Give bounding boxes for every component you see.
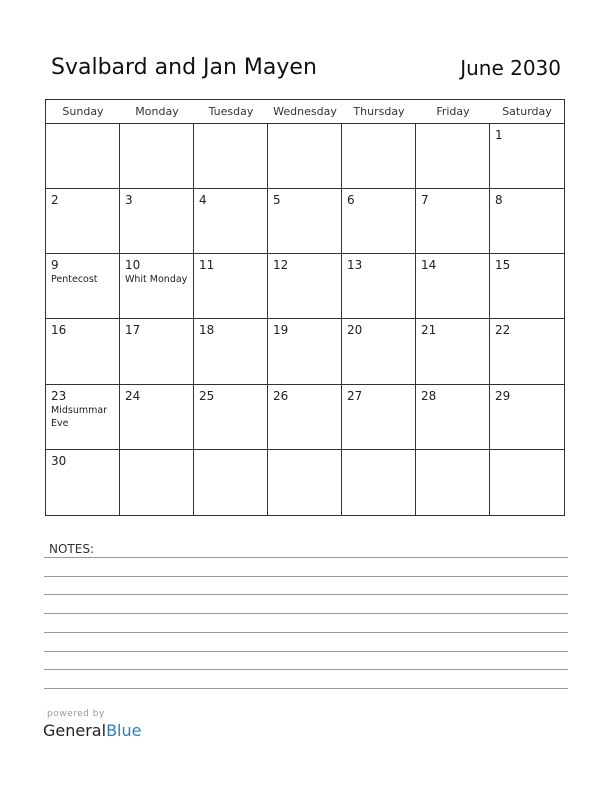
- day-number: 3: [125, 193, 133, 208]
- calendar-grid: [45, 99, 565, 516]
- day-cell-2: [46, 189, 120, 254]
- weekday-header-monday: Monday: [120, 100, 194, 124]
- weekday-header-sunday: Sunday: [46, 100, 120, 124]
- day-cell-23: [46, 385, 120, 450]
- day-cell-25: [194, 385, 268, 450]
- day-cell-29: [490, 385, 564, 450]
- day-number: 21: [421, 323, 437, 338]
- weekday-header-saturday: Saturday: [490, 100, 564, 124]
- empty-day-cell: [342, 124, 416, 189]
- day-number: 28: [421, 388, 437, 403]
- day-number: 19: [273, 323, 289, 338]
- empty-day-cell: [268, 450, 342, 515]
- month-year: June 2030: [460, 56, 561, 80]
- day-number: 11: [199, 258, 215, 273]
- empty-day-cell: [416, 450, 490, 515]
- day-number: 18: [199, 323, 215, 338]
- day-cell-8: [490, 189, 564, 254]
- day-cell-12: [268, 254, 342, 319]
- notes-label: NOTES:: [49, 542, 94, 556]
- day-number: 25: [199, 388, 215, 403]
- day-cell-9: [46, 254, 120, 319]
- day-cell-14: [416, 254, 490, 319]
- weekday-header-friday: Friday: [416, 100, 490, 124]
- day-cell-13: [342, 254, 416, 319]
- day-cell-21: [416, 319, 490, 384]
- day-cell-28: [416, 385, 490, 450]
- day-cell-24: [120, 385, 194, 450]
- day-cell-15: [490, 254, 564, 319]
- notes-line: [44, 688, 568, 689]
- day-cell-6: [342, 189, 416, 254]
- generalblue-logo[interactable]: [43, 721, 141, 740]
- empty-day-cell: [46, 124, 120, 189]
- weekday-header-tuesday: Tuesday: [194, 100, 268, 124]
- brand-general: General: [43, 721, 107, 740]
- notes-line: [44, 651, 568, 652]
- notes-line: [44, 594, 568, 595]
- day-number: 14: [421, 258, 437, 273]
- day-cell-10: [120, 254, 194, 319]
- empty-day-cell: [120, 450, 194, 515]
- day-cell-3: [120, 189, 194, 254]
- day-number: 8: [495, 193, 503, 208]
- day-cell-26: [268, 385, 342, 450]
- day-cell-1: [490, 124, 564, 189]
- empty-day-cell: [194, 124, 268, 189]
- notes-line: [44, 669, 568, 670]
- day-number: 17: [125, 323, 141, 338]
- day-number: 15: [495, 258, 511, 273]
- day-number: 24: [125, 388, 141, 403]
- day-number: 6: [347, 193, 355, 208]
- day-cell-30: [46, 450, 120, 515]
- brand-blue: Blue: [106, 721, 142, 740]
- day-cell-5: [268, 189, 342, 254]
- day-number: 4: [199, 193, 207, 208]
- day-number: 20: [347, 323, 363, 338]
- day-number: 9: [51, 258, 59, 273]
- day-cell-18: [194, 319, 268, 384]
- day-number: 29: [495, 388, 511, 403]
- day-number: 13: [347, 258, 363, 273]
- day-cell-22: [490, 319, 564, 384]
- day-cell-7: [416, 189, 490, 254]
- weekday-header-wednesday: Wednesday: [268, 100, 342, 124]
- notes-line: [44, 576, 568, 577]
- notes-line: [44, 557, 568, 558]
- notes-line: [44, 632, 568, 633]
- empty-day-cell: [490, 450, 564, 515]
- holiday-label: Whit Monday: [125, 274, 188, 286]
- day-cell-20: [342, 319, 416, 384]
- empty-day-cell: [416, 124, 490, 189]
- notes-line: [44, 613, 568, 614]
- day-cell-17: [120, 319, 194, 384]
- day-cell-16: [46, 319, 120, 384]
- empty-day-cell: [268, 124, 342, 189]
- day-cell-4: [194, 189, 268, 254]
- holiday-label: Pentecost: [51, 274, 98, 286]
- holiday-label: Midsummar Eve: [51, 404, 108, 429]
- day-number: 23: [51, 388, 67, 403]
- day-number: 12: [273, 258, 289, 273]
- empty-day-cell: [120, 124, 194, 189]
- day-cell-19: [268, 319, 342, 384]
- day-cell-11: [194, 254, 268, 319]
- day-number: 1: [495, 128, 503, 142]
- day-number: 10: [125, 258, 141, 273]
- day-number: 16: [51, 323, 67, 338]
- day-number: 2: [51, 193, 59, 208]
- calendar-title: Svalbard and Jan Mayen: [51, 55, 317, 80]
- weekday-header-thursday: Thursday: [342, 100, 416, 124]
- powered-by-text: powered by: [47, 709, 105, 719]
- day-number: 22: [495, 323, 511, 338]
- day-number: 27: [347, 388, 363, 403]
- day-number: 26: [273, 388, 289, 403]
- day-number: 7: [421, 193, 429, 208]
- day-number: 30: [51, 453, 67, 468]
- day-cell-27: [342, 385, 416, 450]
- day-number: 5: [273, 193, 281, 208]
- empty-day-cell: [194, 450, 268, 515]
- empty-day-cell: [342, 450, 416, 515]
